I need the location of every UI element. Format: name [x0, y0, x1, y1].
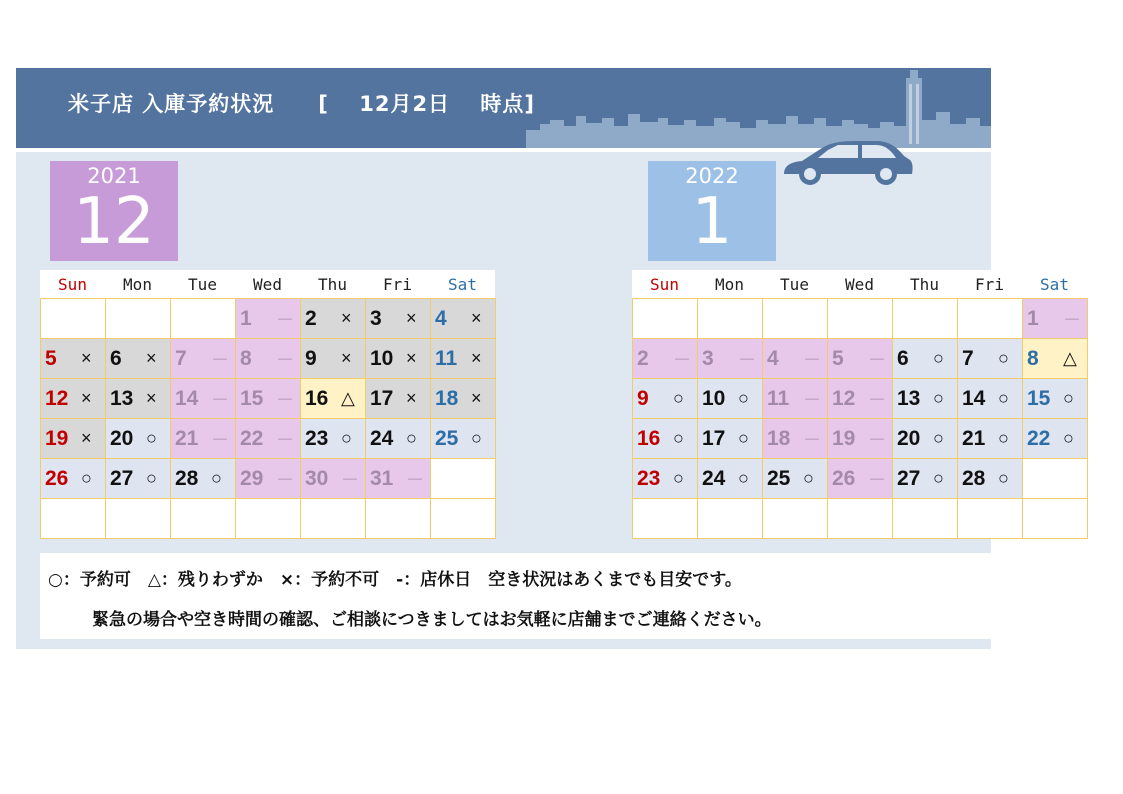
weekday-mon: Mon [105, 270, 170, 298]
availability-mark: × [406, 308, 417, 328]
weekday-thu: Thu [300, 270, 365, 298]
weekday-fri: Fri [957, 270, 1022, 298]
empty-day-cell [633, 499, 698, 539]
availability-mark: ○ [998, 388, 1009, 408]
day-cell [41, 339, 106, 379]
day-number: 12 [832, 386, 856, 410]
day-cell [431, 339, 496, 379]
empty-day-cell [431, 459, 496, 499]
availability-mark: × [146, 388, 157, 408]
day-cell [106, 419, 171, 459]
availability-mark: × [81, 348, 92, 368]
day-cell [366, 419, 431, 459]
month-badge-year: 2022 [685, 164, 739, 188]
day-number: 27 [110, 466, 134, 490]
day-number: 17 [702, 426, 726, 450]
weekday-sun: Sun [40, 270, 105, 298]
availability-mark: ○ [341, 428, 352, 448]
day-number: 24 [702, 466, 726, 490]
day-cell [893, 459, 958, 499]
day-number: 18 [435, 386, 459, 410]
empty-day-cell [431, 499, 496, 539]
empty-day-cell [41, 499, 106, 539]
availability-mark: ○ [146, 468, 157, 488]
day-cell [366, 299, 431, 339]
availability-mark: － [341, 469, 359, 490]
availability-mark: － [211, 389, 229, 410]
day-number: 13 [897, 386, 921, 410]
availability-mark: － [738, 349, 756, 370]
month-badge-january [648, 161, 776, 261]
day-cell [236, 299, 301, 339]
day-number: 1 [1027, 306, 1039, 330]
availability-mark: × [146, 348, 157, 368]
day-number: 22 [240, 426, 264, 450]
day-cell [698, 459, 763, 499]
day-cell [633, 339, 698, 379]
calendar-december [40, 270, 496, 539]
weekday-header [632, 270, 1088, 298]
day-cell [828, 379, 893, 419]
day-cell [763, 379, 828, 419]
day-cell [171, 339, 236, 379]
day-number: 25 [435, 426, 459, 450]
availability-mark: － [211, 429, 229, 450]
empty-day-cell [958, 499, 1023, 539]
weekday-header [40, 270, 496, 298]
day-cell [171, 419, 236, 459]
day-number: 4 [435, 306, 447, 330]
availability-mark: ○ [933, 428, 944, 448]
legend-line-1: ○：予約可 △：残りわずか ×：予約不可 -：店休日 空き状況はあくまでも目安です。 [48, 570, 742, 590]
day-number: 31 [370, 466, 394, 490]
day-cell [41, 379, 106, 419]
day-cell [893, 419, 958, 459]
day-cell [366, 459, 431, 499]
day-cell [958, 419, 1023, 459]
empty-day-cell [1023, 459, 1088, 499]
month-badge-month: 1 [691, 185, 733, 259]
availability-mark: ○ [406, 428, 417, 448]
availability-mark: － [868, 389, 886, 410]
day-cell [301, 379, 366, 419]
day-number: 16 [305, 386, 329, 410]
day-cell [106, 339, 171, 379]
day-number: 23 [637, 466, 661, 490]
availability-mark: － [868, 349, 886, 370]
empty-day-cell [106, 299, 171, 339]
empty-day-cell [763, 299, 828, 339]
month-badge-year: 2021 [87, 164, 141, 188]
day-cell [893, 379, 958, 419]
weekday-tue: Tue [170, 270, 235, 298]
legend-line-2: 緊急の場合や空き時間の確認、ご相談につきましてはお気軽に店舗までご連絡ください。 [92, 610, 772, 630]
day-number: 5 [832, 346, 844, 370]
availability-mark: ○ [471, 428, 482, 448]
day-cell [633, 379, 698, 419]
weekday-thu: Thu [892, 270, 957, 298]
day-cell [301, 339, 366, 379]
availability-mark: ○ [1063, 388, 1074, 408]
empty-day-cell [301, 499, 366, 539]
availability-mark: ○ [673, 468, 684, 488]
availability-mark: － [276, 429, 294, 450]
availability-mark: ○ [738, 468, 749, 488]
availability-mark: ○ [673, 428, 684, 448]
empty-day-cell [828, 499, 893, 539]
day-cell [893, 339, 958, 379]
availability-mark: ○ [738, 428, 749, 448]
page-title: 米子店 入庫予約状況 [ 12月2日 時点] [68, 92, 535, 116]
day-cell [236, 339, 301, 379]
empty-day-cell [236, 499, 301, 539]
availability-mark: △ [1063, 348, 1077, 368]
day-number: 11 [767, 386, 790, 410]
day-number: 28 [962, 466, 986, 490]
day-number: 23 [305, 426, 329, 450]
day-number: 3 [702, 346, 714, 370]
weekday-fri: Fri [365, 270, 430, 298]
availability-mark: － [868, 469, 886, 490]
day-cell [106, 379, 171, 419]
day-number: 7 [962, 346, 974, 370]
month-badge-month: 12 [73, 185, 155, 259]
availability-mark: ○ [803, 468, 814, 488]
day-number: 14 [962, 386, 986, 410]
day-cell [828, 419, 893, 459]
weekday-mon: Mon [697, 270, 762, 298]
day-cell [698, 379, 763, 419]
day-cell [431, 299, 496, 339]
availability-mark: ○ [81, 468, 92, 488]
day-cell [763, 339, 828, 379]
availability-mark: ○ [933, 468, 944, 488]
day-number: 10 [702, 386, 726, 410]
day-grid [40, 298, 496, 539]
day-number: 22 [1027, 426, 1051, 450]
day-number: 14 [175, 386, 199, 410]
availability-mark: × [341, 308, 352, 328]
day-number: 21 [962, 426, 986, 450]
day-number: 15 [240, 386, 264, 410]
day-cell [958, 339, 1023, 379]
day-cell [958, 459, 1023, 499]
day-number: 27 [897, 466, 921, 490]
day-number: 7 [175, 346, 187, 370]
day-number: 6 [110, 346, 122, 370]
car-icon [778, 136, 914, 188]
day-cell [763, 459, 828, 499]
day-number: 13 [110, 386, 134, 410]
day-number: 26 [832, 466, 856, 490]
legend-box [40, 553, 991, 639]
day-number: 24 [370, 426, 394, 450]
availability-mark: × [471, 348, 482, 368]
availability-mark: ○ [998, 468, 1009, 488]
day-number: 10 [370, 346, 394, 370]
availability-mark: － [276, 349, 294, 370]
day-number: 20 [897, 426, 921, 450]
availability-mark: － [276, 469, 294, 490]
day-number: 15 [1027, 386, 1051, 410]
availability-mark: － [803, 429, 821, 450]
availability-mark: × [471, 388, 482, 408]
day-cell [301, 419, 366, 459]
day-number: 4 [767, 346, 779, 370]
weekday-sat: Sat [430, 270, 495, 298]
empty-day-cell [958, 299, 1023, 339]
day-number: 17 [370, 386, 394, 410]
day-number: 28 [175, 466, 199, 490]
empty-day-cell [893, 499, 958, 539]
availability-mark: ○ [673, 388, 684, 408]
availability-mark: ○ [998, 428, 1009, 448]
day-number: 26 [45, 466, 69, 490]
day-number: 19 [45, 426, 69, 450]
empty-day-cell [171, 499, 236, 539]
day-cell [1023, 379, 1088, 419]
weekday-tue: Tue [762, 270, 827, 298]
day-cell [828, 459, 893, 499]
day-cell [431, 379, 496, 419]
month-badge-december [50, 161, 178, 261]
day-number: 29 [240, 466, 264, 490]
empty-day-cell [698, 299, 763, 339]
day-number: 6 [897, 346, 909, 370]
availability-mark: × [406, 348, 417, 368]
day-number: 9 [305, 346, 317, 370]
day-cell [1023, 419, 1088, 459]
weekday-wed: Wed [827, 270, 892, 298]
day-number: 25 [767, 466, 791, 490]
availability-mark: － [803, 349, 821, 370]
day-cell [1023, 339, 1088, 379]
day-grid [632, 298, 1088, 539]
calendar-january [632, 270, 1088, 539]
empty-day-cell [1023, 499, 1088, 539]
day-cell [698, 419, 763, 459]
day-number: 30 [305, 466, 329, 490]
day-cell [828, 339, 893, 379]
day-cell [431, 419, 496, 459]
empty-day-cell [763, 499, 828, 539]
availability-mark: × [406, 388, 417, 408]
weekday-sat: Sat [1022, 270, 1087, 298]
empty-day-cell [106, 499, 171, 539]
day-number: 3 [370, 306, 382, 330]
day-cell [633, 459, 698, 499]
day-cell [41, 419, 106, 459]
day-cell [236, 379, 301, 419]
day-number: 19 [832, 426, 856, 450]
availability-mark: ○ [933, 388, 944, 408]
availability-mark: － [868, 429, 886, 450]
day-cell [236, 459, 301, 499]
availability-mark: ○ [1063, 428, 1074, 448]
empty-day-cell [171, 299, 236, 339]
city-skyline-icon [516, 68, 991, 148]
availability-mark: × [81, 428, 92, 448]
availability-mark: － [276, 309, 294, 330]
day-cell [366, 379, 431, 419]
day-cell [366, 339, 431, 379]
availability-mark: － [276, 389, 294, 410]
day-number: 2 [305, 306, 317, 330]
availability-mark: △ [341, 388, 355, 408]
availability-mark: － [1063, 309, 1081, 330]
day-cell [763, 419, 828, 459]
availability-mark: ○ [738, 388, 749, 408]
empty-day-cell [633, 299, 698, 339]
availability-mark: × [81, 388, 92, 408]
availability-mark: × [341, 348, 352, 368]
day-cell [1023, 299, 1088, 339]
day-number: 8 [240, 346, 252, 370]
day-number: 9 [637, 386, 649, 410]
day-number: 11 [435, 346, 458, 370]
day-number: 1 [240, 306, 252, 330]
empty-day-cell [698, 499, 763, 539]
availability-mark: － [803, 389, 821, 410]
weekday-sun: Sun [632, 270, 697, 298]
day-number: 16 [637, 426, 661, 450]
weekday-wed: Wed [235, 270, 300, 298]
day-cell [171, 459, 236, 499]
availability-mark: × [471, 308, 482, 328]
day-cell [301, 459, 366, 499]
day-cell [171, 379, 236, 419]
day-cell [301, 299, 366, 339]
day-number: 8 [1027, 346, 1039, 370]
day-number: 21 [175, 426, 199, 450]
day-cell [236, 419, 301, 459]
availability-mark: － [406, 469, 424, 490]
day-cell [958, 379, 1023, 419]
availability-mark: － [211, 349, 229, 370]
day-number: 12 [45, 386, 69, 410]
empty-day-cell [828, 299, 893, 339]
availability-mark: ○ [146, 428, 157, 448]
day-cell [633, 419, 698, 459]
day-cell [106, 459, 171, 499]
empty-day-cell [366, 499, 431, 539]
empty-day-cell [893, 299, 958, 339]
availability-mark: ○ [933, 348, 944, 368]
empty-day-cell [41, 299, 106, 339]
availability-mark: ○ [998, 348, 1009, 368]
availability-mark: － [673, 349, 691, 370]
day-number: 2 [637, 346, 649, 370]
day-cell [41, 459, 106, 499]
day-number: 5 [45, 346, 57, 370]
day-cell [698, 339, 763, 379]
day-number: 20 [110, 426, 134, 450]
availability-mark: ○ [211, 468, 222, 488]
day-number: 18 [767, 426, 791, 450]
